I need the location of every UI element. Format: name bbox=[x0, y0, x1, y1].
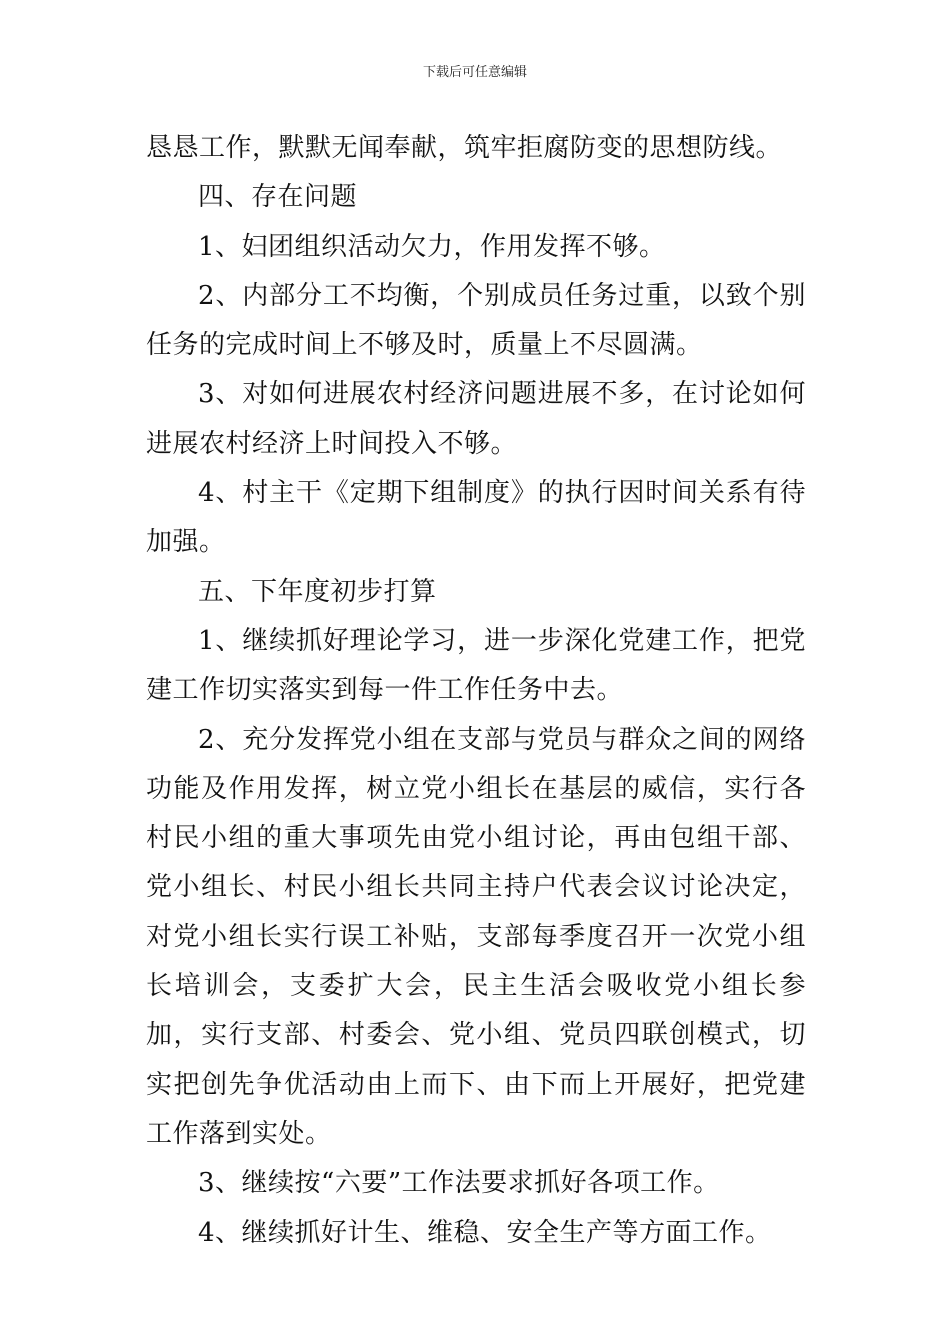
section-heading-problems: 四、存在问题 bbox=[198, 182, 358, 213]
plan-item-4: 4、继续抓好计生、维稳、安全生产等方面工作。 bbox=[198, 1217, 772, 1248]
problem-item-4: 4、村主干《定期下组制度》的执行因时间关系有待加强。 bbox=[146, 478, 806, 558]
problem-item-2: 2、内部分工不均衡，个别成员任务过重，以致个别任务的完成时间上不够及时，质量上不尽圆满。 bbox=[146, 280, 806, 361]
section-heading-plan: 五、下年度初步打算 bbox=[198, 576, 437, 607]
plan-item-1: 1、继续抓好理论学习，进一步深化党建工作，把党建工作切实落实到每一件工作任务中去。 bbox=[146, 625, 806, 706]
plan-item-2: 2、充分发挥党小组在支部与党员与群众之间的网络功能及作用发挥，树立党小组长在基层的威信，实行各村民小组的重大事项先由党小组讨论，再由包组干部、党小组长、村民小组长共同主持户代表会议讨论决定，对党小组长实行误工补贴，支部每季度召开一次党小组长培训会，支委扩大会，民主生活会吸收党小组长参加，实行支部、村委会、党小组、党员四联创模式，切实把创先争优活动由上而下、由下而上开展好，把党建工作落到实处。 bbox=[146, 724, 806, 1149]
paragraph-continuation: 恳恳工作，默默无闻奉献，筑牢拒腐防变的思想防线。 bbox=[146, 133, 783, 163]
page-header: 下载后可任意编辑 bbox=[422, 65, 527, 80]
document-body bbox=[146, 124, 806, 1258]
problem-item-3: 3、对如何进展农村经济问题进展不多，在讨论如何进展农村经济上时间投入不够。 bbox=[146, 379, 806, 459]
plan-item-3: 3、继续按“六要”工作法要求抓好各项工作。 bbox=[198, 1168, 720, 1199]
problem-item-1: 1、妇团组织活动欠力，作用发挥不够。 bbox=[198, 231, 666, 262]
